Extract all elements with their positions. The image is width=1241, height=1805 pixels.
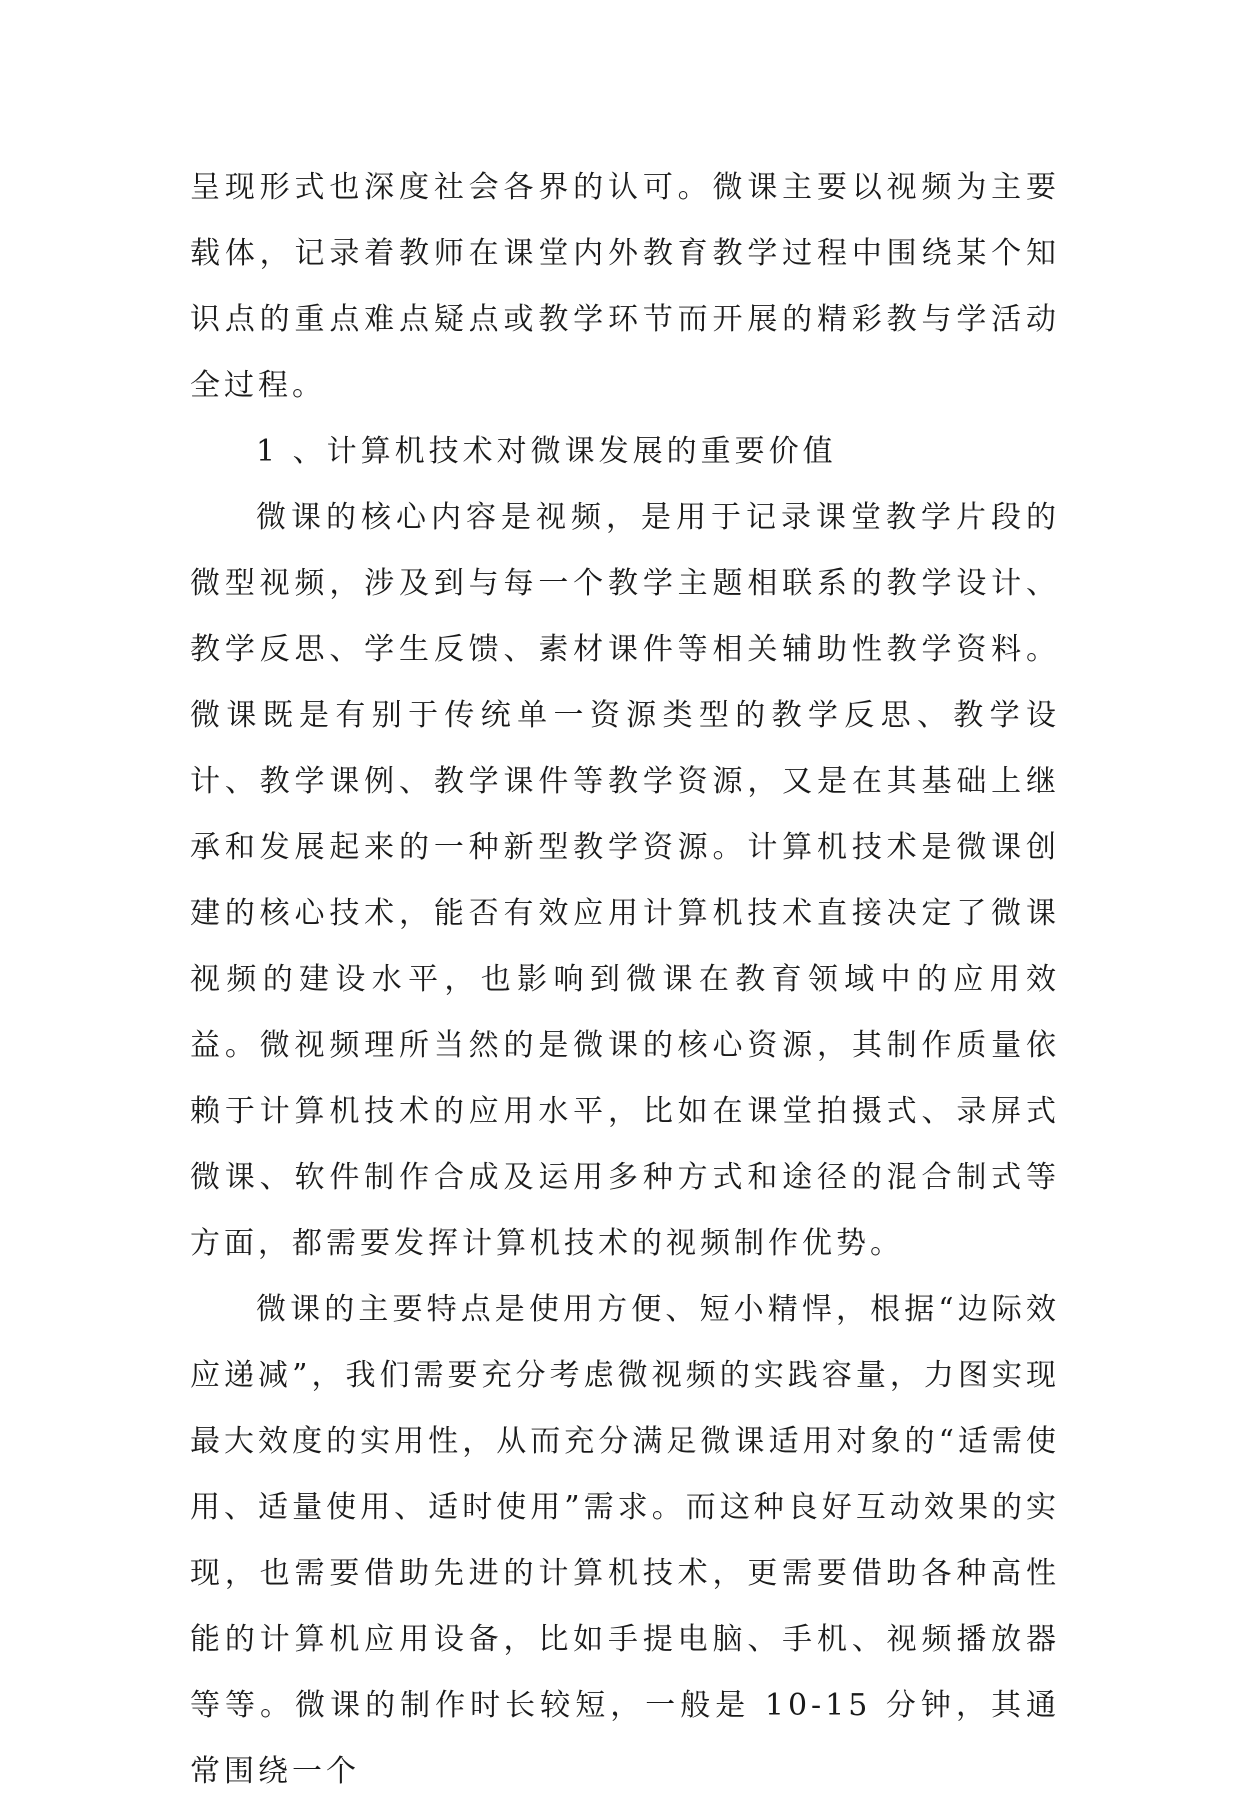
section-heading: 1 、计算机技术对微课发展的重要价值 [256,434,837,469]
paragraph-continuation: 呈现形式也深度社会各界的认可。微课主要以视频为主要载体，记录着教师在课堂内外教育教学过程中围绕某个知识点的重点难点疑点或教学环节而开展的精彩教与学活动全过程。 [190,170,1060,403]
paragraph-features: 微课的主要特点是使用方便、短小精悍，根据“边际效应递减”，我们需要充分考虑微视频的实践容量，力图实现最大效度的实用性，从而充分满足微课适用对象的“适需使用、适量使用、适时使用”需求。而这种良好互动效果的实现，也需要借助先进的计算机技术，更需要借助各种高性能的计算机应用设备，比如手提电脑、手机、视频播放器等等。微课的制作时长较短，一般是 10-15 分钟，其通常围绕一个 [190,1292,1060,1789]
body-text [190,155,1060,1805]
paragraph-core-content: 微课的核心内容是视频，是用于记录课堂教学片段的微型视频，涉及到与每一个教学主题相联系的教学设计、教学反思、学生反馈、素材课件等相关辅助性教学资料。微课既是有别于传统单一资源类型的教学反思、教学设计、教学课例、教学课件等教学资源，又是在其基础上继承和发展起来的一种新型教学资源。计算机技术是微课创建的核心技术，能否有效应用计算机技术直接决定了微课视频的建设水平，也影响到微课在教育领域中的应用效益。微视频理所当然的是微课的核心资源，其制作质量依赖于计算机技术的应用水平，比如在课堂拍摄式、录屏式微课、软件制作合成及运用多种方式和途径的混合制式等方面，都需要发挥计算机技术的视频制作优势。 [190,500,1060,1261]
